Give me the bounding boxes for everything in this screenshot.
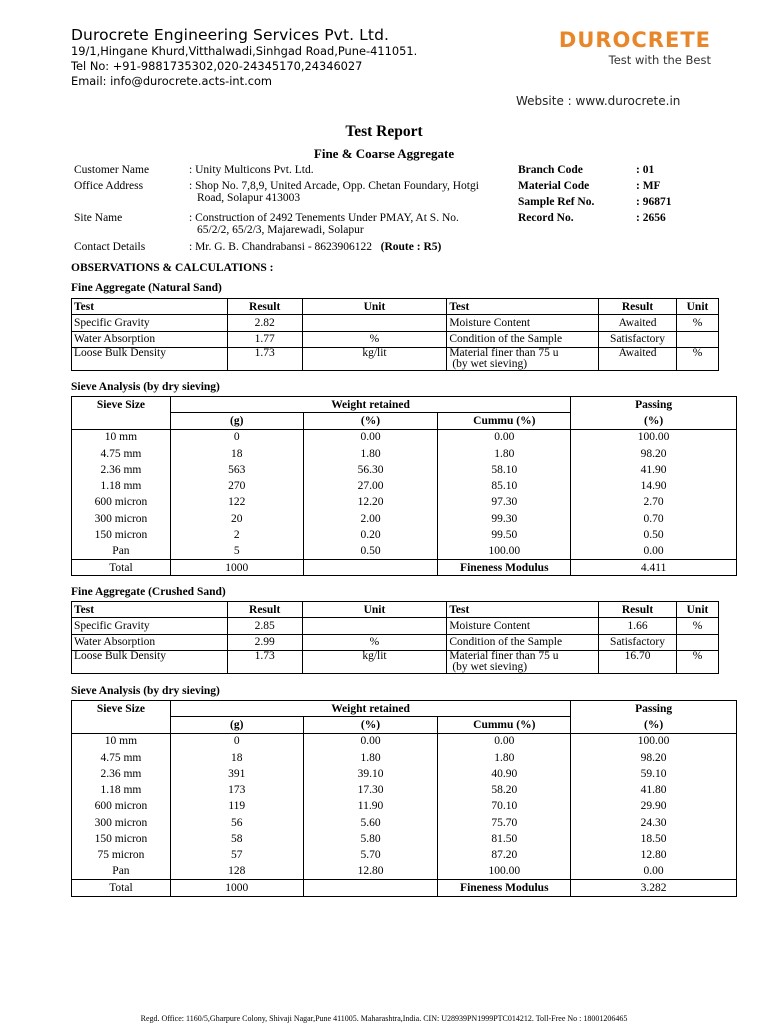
- weight-pct: 11.90: [303, 798, 438, 814]
- sieve-size: 600 micron: [72, 798, 171, 814]
- test-result: Awaited: [599, 315, 677, 331]
- total-value: 1000: [170, 880, 303, 896]
- col-sieve-size: Sieve Size: [72, 701, 171, 717]
- contact-value: [189, 241, 529, 253]
- office-address-value-2: Road, Solapur 413003: [197, 192, 301, 204]
- sieve-size: 1.18 mm: [72, 782, 171, 798]
- passing-pct: 0.00: [571, 863, 737, 879]
- sieve-size: 2.36 mm: [72, 766, 171, 782]
- fineness-modulus-value: 3.282: [571, 880, 737, 896]
- table-row: [72, 749, 737, 765]
- sieve-size: 10 mm: [72, 429, 171, 445]
- weight-pct: 0.00: [303, 429, 438, 445]
- test-name-note: (by wet sieving): [452, 357, 528, 370]
- weight-g: 5: [170, 543, 303, 559]
- test-result: 1.77: [227, 331, 302, 347]
- col-unit: Unit: [677, 299, 719, 315]
- cumulative-pct: 100.00: [438, 863, 571, 879]
- company-address: 19/1,Hingane Khurd,Vitthalwadi,Sinhgad Road,Pune-411051.: [71, 44, 418, 58]
- weight-g: 56: [170, 815, 303, 831]
- table-row: [72, 650, 719, 673]
- col-weight-retained: Weight retained: [170, 701, 570, 717]
- weight-pct: 5.70: [303, 847, 438, 863]
- crushed-sieve-table: [71, 700, 737, 897]
- col-cummu: Cummu (%): [438, 717, 571, 733]
- table-row: [72, 733, 737, 749]
- weight-pct: 12.80: [303, 863, 438, 879]
- table-row: [72, 478, 737, 494]
- test-result: 1.73: [227, 650, 302, 673]
- record-no-label: Record No.: [518, 212, 574, 224]
- test-unit: %: [677, 347, 719, 370]
- total-row: [72, 880, 737, 896]
- blank-cell: [72, 717, 171, 733]
- col-cummu: Cummu (%): [438, 413, 571, 429]
- observations-heading: OBSERVATIONS & CALCULATIONS :: [71, 262, 274, 274]
- cumulative-pct: 75.70: [438, 815, 571, 831]
- test-result: 2.82: [227, 315, 302, 331]
- fineness-modulus-value: 4.411: [571, 559, 737, 575]
- sieve-size: 4.75 mm: [72, 749, 171, 765]
- table-row: [72, 863, 737, 879]
- passing-pct: 0.50: [571, 527, 737, 543]
- weight-g: 58: [170, 831, 303, 847]
- cumulative-pct: 99.50: [438, 527, 571, 543]
- col-passing: Passing: [571, 397, 737, 413]
- footer-registered-office: Regd. Office: 1160/5,Gharpure Colony, Shivaji Nagar,Pune 411005. Maharashtra,India. CIN: U28939PN1999PTC014212. Toll-Free No : 18001206465: [140, 1014, 628, 1023]
- table-row: [72, 815, 737, 831]
- col-sieve-size: Sieve Size: [72, 397, 171, 413]
- col-g: (g): [170, 413, 303, 429]
- letterhead: [71, 26, 417, 89]
- blank-cell: [303, 559, 438, 575]
- brand-name: DUROCRETE: [558, 28, 711, 52]
- col-test: Test: [447, 299, 599, 315]
- col-test: Test: [72, 299, 228, 315]
- report-subtitle: Fine & Coarse Aggregate: [313, 146, 455, 161]
- table-row: [72, 462, 737, 478]
- sieve-size: 150 micron: [72, 527, 171, 543]
- total-row: [72, 559, 737, 575]
- table-row: [72, 847, 737, 863]
- weight-pct: 1.80: [303, 749, 438, 765]
- table-row: [72, 494, 737, 510]
- weight-g: 391: [170, 766, 303, 782]
- sieve-size: 150 micron: [72, 831, 171, 847]
- email-label: Email:: [71, 74, 107, 88]
- col-result: Result: [227, 299, 302, 315]
- col-test: Test: [72, 602, 228, 618]
- cumulative-pct: 58.20: [438, 782, 571, 798]
- col-passing-pct: (%): [571, 717, 737, 733]
- test-result: 2.99: [227, 634, 302, 650]
- test-result: 1.73: [227, 347, 302, 370]
- test-name: Material finer than 75 u: [449, 346, 559, 359]
- sieve-size: 300 micron: [72, 815, 171, 831]
- cumulative-pct: 87.20: [438, 847, 571, 863]
- table-row: [72, 347, 719, 370]
- col-pct: (%): [303, 717, 438, 733]
- weight-g: 122: [170, 494, 303, 510]
- passing-pct: 29.90: [571, 798, 737, 814]
- test-unit: [302, 315, 447, 331]
- sieve-size: Pan: [72, 543, 171, 559]
- crushed-sand-heading: Fine Aggregate (Crushed Sand): [71, 586, 226, 598]
- company-phone: Tel No: +91-9881735302,020-24345170,24346027: [71, 59, 363, 73]
- table-row: [72, 445, 737, 461]
- company-name: Durocrete Engineering Services Pvt. Ltd.: [71, 26, 390, 44]
- passing-pct: 12.80: [571, 847, 737, 863]
- weight-pct: 56.30: [303, 462, 438, 478]
- passing-pct: 41.90: [571, 462, 737, 478]
- sieve-size: 1.18 mm: [72, 478, 171, 494]
- weight-pct: 17.30: [303, 782, 438, 798]
- total-value: 1000: [170, 559, 303, 575]
- contact-text: : Mr. G. B. Chandrabansi - 8623906122: [189, 241, 373, 253]
- col-pct: (%): [303, 413, 438, 429]
- contact-label: Contact Details: [74, 241, 146, 253]
- weight-g: 270: [170, 478, 303, 494]
- office-address-value: : Shop No. 7,8,9, United Arcade, Opp. Chetan Foundary, Hotgi: [189, 180, 479, 192]
- test-unit: [302, 618, 447, 634]
- col-result: Result: [227, 602, 302, 618]
- table-row: [72, 634, 719, 650]
- test-name: Specific Gravity: [72, 315, 228, 331]
- col-g: (g): [170, 717, 303, 733]
- crushed-sieve-rows: [72, 733, 737, 880]
- test-unit: %: [677, 618, 719, 634]
- table-row: [72, 766, 737, 782]
- col-unit: Unit: [302, 299, 447, 315]
- material-code-value: : MF: [636, 180, 661, 192]
- site-name-value: : Construction of 2492 Tenements Under PMAY, At S. No.: [189, 212, 459, 224]
- passing-pct: 100.00: [571, 429, 737, 445]
- cumulative-pct: 70.10: [438, 798, 571, 814]
- test-unit: [677, 634, 719, 650]
- test-result: 1.66: [599, 618, 677, 634]
- weight-g: 18: [170, 445, 303, 461]
- weight-g: 0: [170, 429, 303, 445]
- test-name-multiline: [447, 650, 599, 673]
- test-name: Condition of the Sample: [447, 331, 599, 347]
- weight-g: 563: [170, 462, 303, 478]
- weight-g: 20: [170, 511, 303, 527]
- table-row: [72, 511, 737, 527]
- table-row: [72, 331, 719, 347]
- test-name-note: (by wet sieving): [452, 660, 528, 673]
- test-name: Loose Bulk Density: [72, 347, 228, 370]
- natural-sieve-table: [71, 396, 737, 576]
- test-name: Water Absorption: [72, 331, 228, 347]
- test-unit: %: [302, 634, 447, 650]
- test-unit: %: [302, 331, 447, 347]
- cumulative-pct: 100.00: [438, 543, 571, 559]
- blank-cell: [303, 880, 438, 896]
- weight-g: 18: [170, 749, 303, 765]
- test-unit: [677, 331, 719, 347]
- col-passing-pct: (%): [571, 413, 737, 429]
- fineness-modulus-label: Fineness Modulus: [438, 880, 571, 896]
- test-name: Water Absorption: [72, 634, 228, 650]
- col-unit: Unit: [677, 602, 719, 618]
- table-row: [72, 782, 737, 798]
- cumulative-pct: 99.30: [438, 511, 571, 527]
- passing-pct: 24.30: [571, 815, 737, 831]
- sample-ref-value: : 96871: [636, 196, 672, 208]
- sieve-size: 75 micron: [72, 847, 171, 863]
- crushed-sand-props-table: [71, 601, 719, 674]
- cumulative-pct: 81.50: [438, 831, 571, 847]
- test-unit: kg/lit: [302, 347, 447, 370]
- company-email-line: [71, 74, 417, 89]
- weight-g: 0: [170, 733, 303, 749]
- sieve-size: 10 mm: [72, 733, 171, 749]
- test-result: Satisfactory: [599, 634, 677, 650]
- cumulative-pct: 58.10: [438, 462, 571, 478]
- test-unit: %: [677, 650, 719, 673]
- passing-pct: 98.20: [571, 749, 737, 765]
- passing-pct: 98.20: [571, 445, 737, 461]
- sieve-size: 2.36 mm: [72, 462, 171, 478]
- table-row: [72, 543, 737, 559]
- customer-name-label: Customer Name: [74, 164, 150, 176]
- weight-g: 57: [170, 847, 303, 863]
- office-address-label: Office Address: [74, 180, 144, 192]
- branch-code-value: : 01: [636, 164, 655, 176]
- sieve-size: 600 micron: [72, 494, 171, 510]
- table-row: [72, 831, 737, 847]
- record-no-value: : 2656: [636, 212, 666, 224]
- blank-cell: [72, 413, 171, 429]
- natural-sand-props-table: [71, 298, 719, 371]
- weight-g: 173: [170, 782, 303, 798]
- natural-sieve-rows: [72, 429, 737, 559]
- test-result: Satisfactory: [599, 331, 677, 347]
- weight-pct: 27.00: [303, 478, 438, 494]
- cumulative-pct: 1.80: [438, 749, 571, 765]
- col-result: Result: [599, 299, 677, 315]
- natural-sieve-heading: Sieve Analysis (by dry sieving): [71, 381, 220, 393]
- col-test: Test: [447, 602, 599, 618]
- col-unit: Unit: [302, 602, 447, 618]
- weight-pct: 0.50: [303, 543, 438, 559]
- total-label: Total: [72, 559, 171, 575]
- crushed-sieve-heading: Sieve Analysis (by dry sieving): [71, 685, 220, 697]
- test-result: Awaited: [599, 347, 677, 370]
- test-name: Moisture Content: [447, 315, 599, 331]
- cumulative-pct: 0.00: [438, 733, 571, 749]
- test-result: 2.85: [227, 618, 302, 634]
- site-name-value-2: 65/2/2, 65/2/3, Majarewadi, Solapur: [197, 224, 364, 236]
- test-unit: kg/lit: [302, 650, 447, 673]
- total-label: Total: [72, 880, 171, 896]
- test-name-multiline: [447, 347, 599, 370]
- sieve-size: Pan: [72, 863, 171, 879]
- weight-pct: 12.20: [303, 494, 438, 510]
- natural-sand-heading: Fine Aggregate (Natural Sand): [71, 282, 222, 294]
- passing-pct: 59.10: [571, 766, 737, 782]
- brand-logo: [538, 28, 711, 67]
- test-result: 16.70: [599, 650, 677, 673]
- material-code-label: Material Code: [518, 180, 590, 192]
- weight-pct: 0.00: [303, 733, 438, 749]
- customer-name-value: : Unity Multicons Pvt. Ltd.: [189, 164, 314, 176]
- report-title: Test Report: [345, 123, 423, 140]
- cumulative-pct: 1.80: [438, 445, 571, 461]
- sieve-size: 4.75 mm: [72, 445, 171, 461]
- weight-pct: 39.10: [303, 766, 438, 782]
- sample-ref-label: Sample Ref No.: [518, 196, 595, 208]
- passing-pct: 0.70: [571, 511, 737, 527]
- site-name-label: Site Name: [74, 212, 123, 224]
- branch-code-label: Branch Code: [518, 164, 583, 176]
- weight-pct: 0.20: [303, 527, 438, 543]
- cumulative-pct: 85.10: [438, 478, 571, 494]
- weight-g: 2: [170, 527, 303, 543]
- cumulative-pct: 0.00: [438, 429, 571, 445]
- table-row: [72, 315, 719, 331]
- test-name: Condition of the Sample: [447, 634, 599, 650]
- test-name: Specific Gravity: [72, 618, 228, 634]
- passing-pct: 14.90: [571, 478, 737, 494]
- table-row: [72, 618, 719, 634]
- passing-pct: 0.00: [571, 543, 737, 559]
- company-email[interactable]: info@durocrete.acts-int.com: [110, 74, 273, 88]
- passing-pct: 18.50: [571, 831, 737, 847]
- test-name: Loose Bulk Density: [72, 650, 228, 673]
- cumulative-pct: 97.30: [438, 494, 571, 510]
- route-text: (Route : R5): [380, 241, 442, 253]
- test-name: Material finer than 75 u: [449, 649, 559, 662]
- brand-tagline: Test with the Best: [608, 53, 711, 67]
- passing-pct: 2.70: [571, 494, 737, 510]
- cumulative-pct: 40.90: [438, 766, 571, 782]
- passing-pct: 41.80: [571, 782, 737, 798]
- weight-g: 119: [170, 798, 303, 814]
- weight-g: 128: [170, 863, 303, 879]
- weight-pct: 5.60: [303, 815, 438, 831]
- website[interactable]: Website : www.durocrete.in: [516, 94, 681, 108]
- col-weight-retained: Weight retained: [170, 397, 570, 413]
- weight-pct: 5.80: [303, 831, 438, 847]
- weight-pct: 1.80: [303, 445, 438, 461]
- weight-pct: 2.00: [303, 511, 438, 527]
- sieve-size: 300 micron: [72, 511, 171, 527]
- test-name: Moisture Content: [447, 618, 599, 634]
- table-row: [72, 527, 737, 543]
- passing-pct: 100.00: [571, 733, 737, 749]
- col-result: Result: [599, 602, 677, 618]
- col-passing: Passing: [571, 701, 737, 717]
- test-unit: %: [677, 315, 719, 331]
- fineness-modulus-label: Fineness Modulus: [438, 559, 571, 575]
- table-row: [72, 429, 737, 445]
- table-row: [72, 798, 737, 814]
